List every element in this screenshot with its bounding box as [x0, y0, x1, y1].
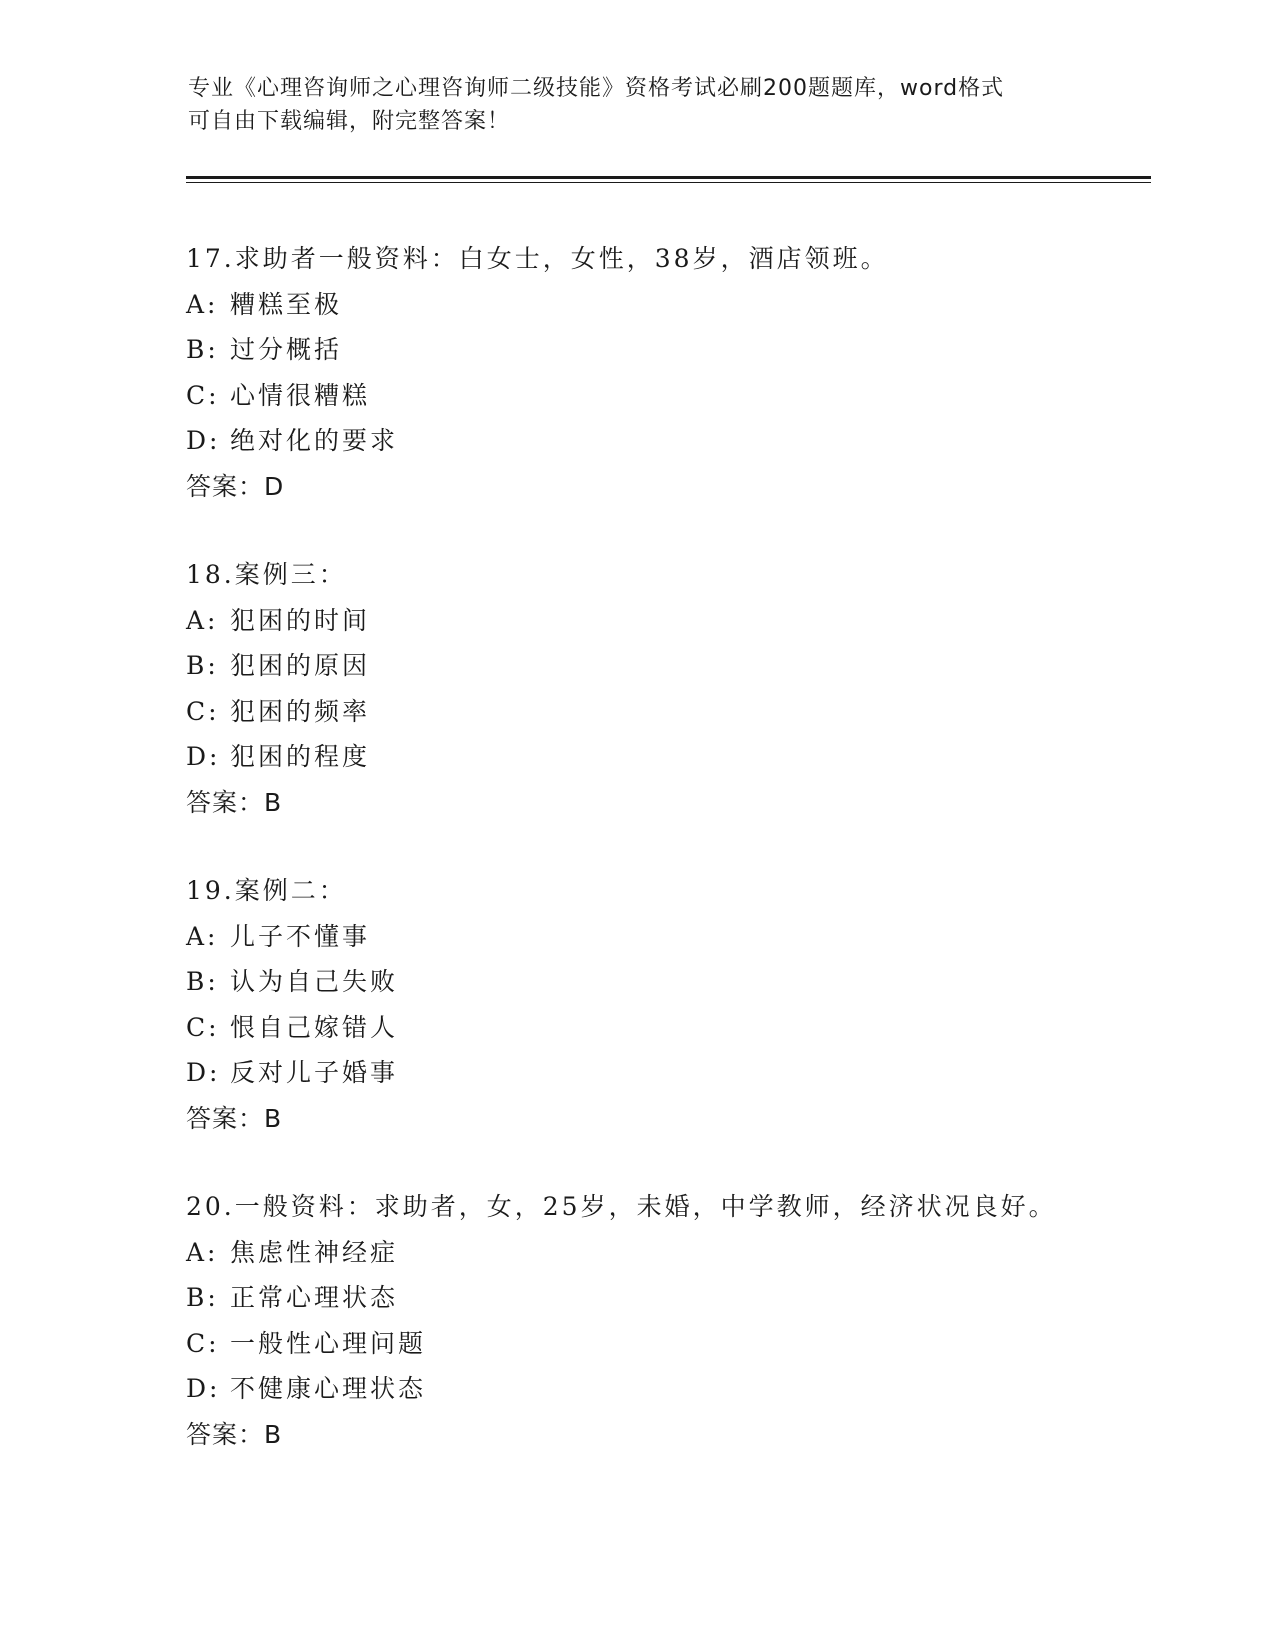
- option-letter: A:: [186, 1237, 219, 1267]
- option-letter: D:: [186, 742, 221, 771]
- option-b: [186, 959, 1146, 1005]
- option-text: 犯困的频率: [230, 696, 371, 726]
- option-text: 认为自己失败: [230, 967, 399, 996]
- option-letter: A:: [186, 605, 219, 635]
- option-letter: C:: [186, 1012, 220, 1042]
- option-letter: B:: [186, 651, 219, 680]
- option-text: 犯困的原因: [230, 651, 371, 680]
- question-18: [186, 552, 1146, 825]
- document-header: [188, 72, 1088, 138]
- option-text: 一般性心理问题: [230, 1328, 427, 1358]
- option-letter: C:: [186, 696, 220, 726]
- option-text: 不健康心理状态: [230, 1374, 427, 1403]
- option-b: [186, 643, 1146, 689]
- option-text: 儿子不懂事: [230, 921, 371, 951]
- option-text: 犯困的时间: [230, 605, 371, 635]
- option-c: [186, 1005, 1146, 1051]
- header-divider-thin: [186, 182, 1151, 183]
- option-text: 犯困的程度: [230, 742, 371, 771]
- header-divider-thick: [186, 176, 1151, 179]
- option-text: 绝对化的要求: [230, 426, 399, 455]
- option-letter: D:: [186, 1058, 221, 1087]
- question-19: [186, 868, 1146, 1141]
- option-d: [186, 1366, 1146, 1412]
- answer-line: 答案：B: [186, 787, 283, 817]
- option-text: 正常心理状态: [230, 1283, 399, 1312]
- answer-line: 答案：B: [186, 1103, 283, 1133]
- option-letter: C:: [186, 1328, 220, 1358]
- option-letter: A:: [186, 921, 219, 951]
- question-17: [186, 236, 1146, 509]
- option-d: [186, 418, 1146, 464]
- option-letter: C:: [186, 380, 220, 410]
- option-a: [186, 282, 1146, 328]
- option-text: 过分概括: [230, 335, 343, 364]
- option-a: [186, 914, 1146, 960]
- option-letter: B:: [186, 1283, 219, 1312]
- option-text: 糟糕至极: [230, 289, 343, 319]
- option-letter: B:: [186, 967, 219, 996]
- header-line-2: 可自由下载编辑，附完整答案！: [188, 109, 511, 134]
- option-letter: A:: [186, 289, 219, 319]
- option-a: [186, 598, 1146, 644]
- answer-line: 答案：B: [186, 1419, 283, 1449]
- question-stem: 18.案例三：: [186, 560, 347, 589]
- option-c: [186, 1321, 1146, 1367]
- question-stem: 19.案例二：: [186, 876, 347, 905]
- option-c: [186, 373, 1146, 419]
- option-b: [186, 1275, 1146, 1321]
- option-letter: D:: [186, 1374, 221, 1403]
- question-stem: 17.求助者一般资料：白女士，女性，38岁，酒店领班。: [186, 244, 889, 273]
- answer-line: 答案：D: [186, 471, 285, 501]
- option-c: [186, 689, 1146, 735]
- option-d: [186, 734, 1146, 780]
- header-line-1: 专业《心理咨询师之心理咨询师二级技能》资格考试必刷200题题库，word格式: [188, 76, 1005, 101]
- option-text: 反对儿子婚事: [230, 1058, 399, 1087]
- option-text: 焦虑性神经症: [230, 1237, 399, 1267]
- option-d: [186, 1050, 1146, 1096]
- option-letter: B:: [186, 335, 219, 364]
- option-text: 心情很糟糕: [230, 380, 371, 410]
- option-letter: D:: [186, 426, 221, 455]
- option-text: 恨自己嫁错人: [230, 1012, 399, 1042]
- option-b: [186, 327, 1146, 373]
- question-20: [186, 1184, 1146, 1457]
- question-list: [186, 236, 1146, 1500]
- option-a: [186, 1230, 1146, 1276]
- question-stem: 20.一般资料：求助者，女，25岁，未婚，中学教师，经济状况良好。: [186, 1192, 1057, 1221]
